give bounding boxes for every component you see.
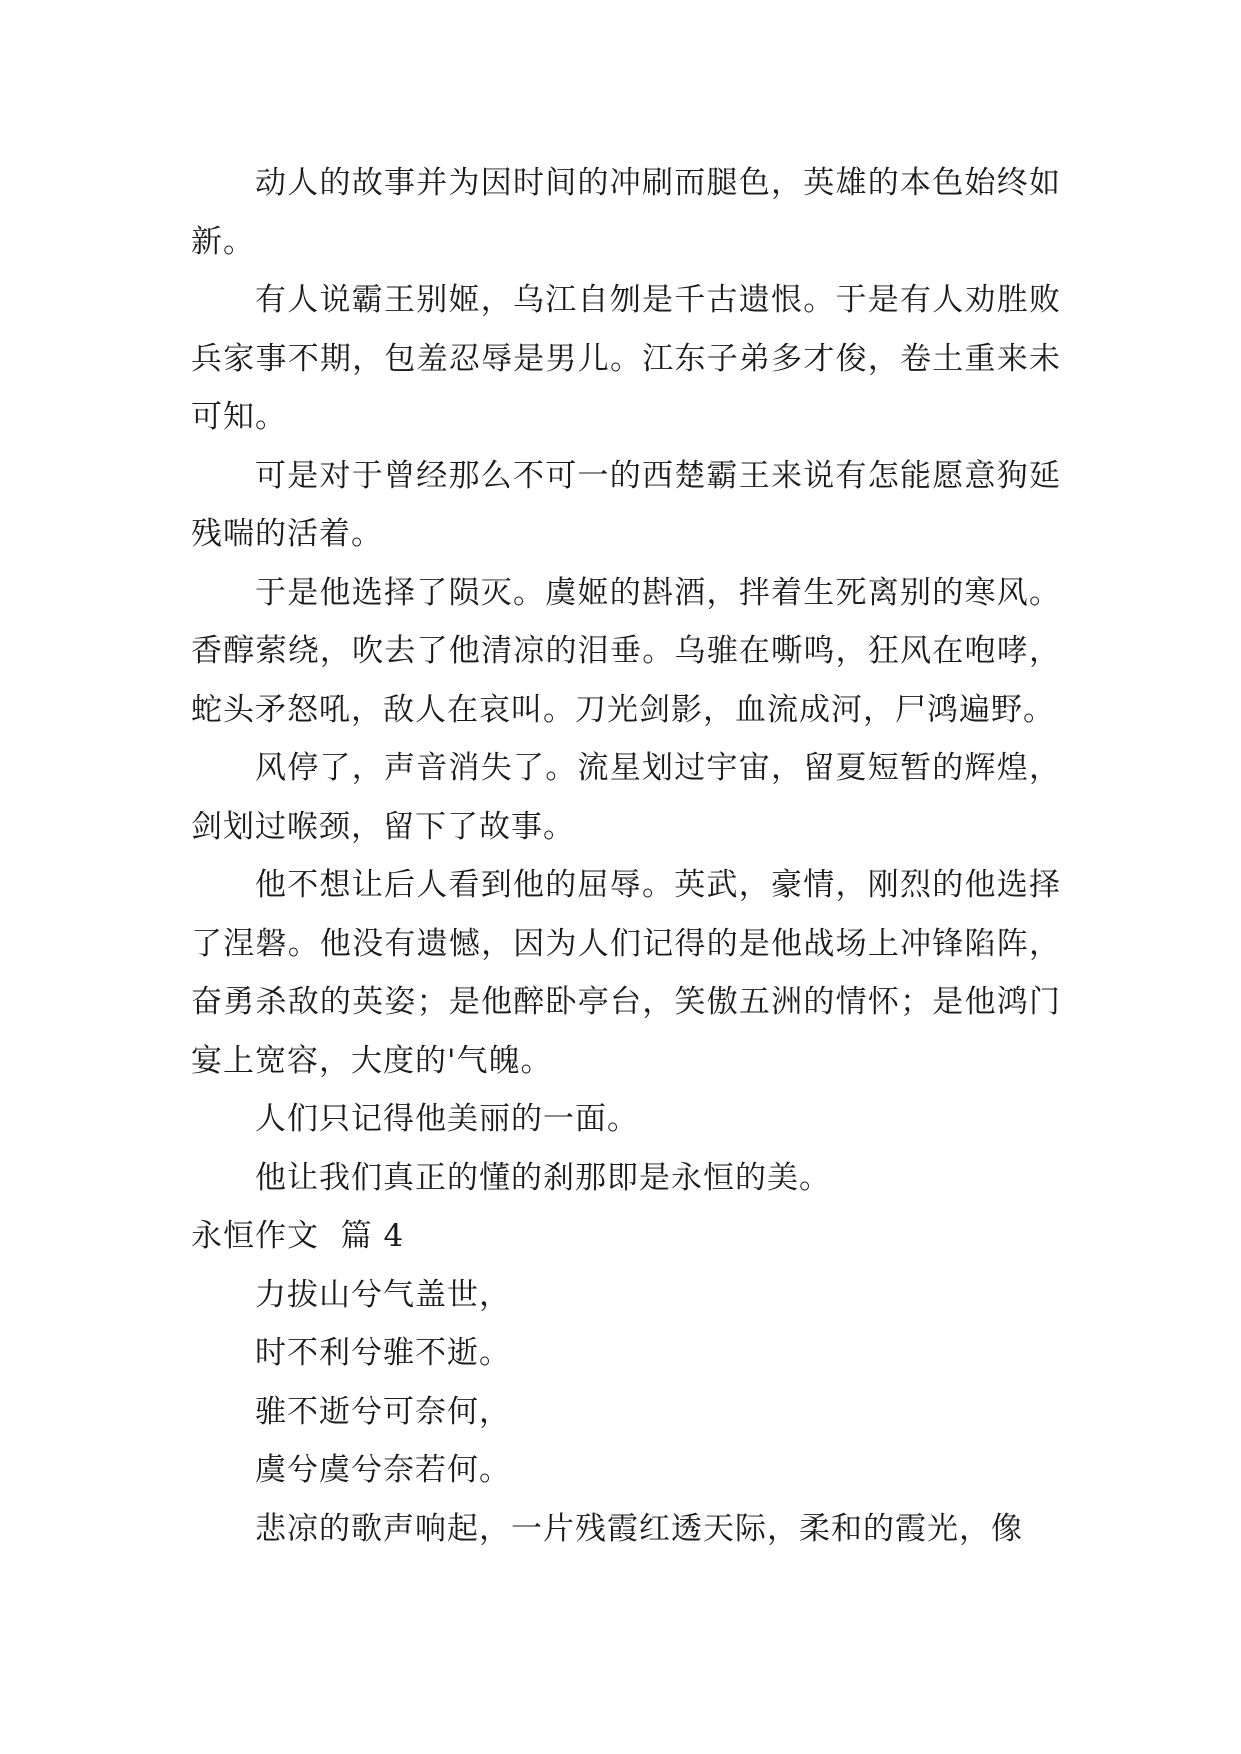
paragraph: 有人说霸王别姬，乌江自刎是千古遗恨。于是有人劝胜败兵家事不期，包羞忍辱是男儿。江东子弟多才俊，卷土重来未可知。	[191, 282, 1061, 435]
paragraph: 他不想让后人看到他的屈辱。英武，豪情，刚烈的他选择了涅磐。他没有遗憾，因为人们记得的是他战场上冲锋陷阵，奋勇杀敌的英姿；是他醉卧亭台，笑傲五洲的情怀；是他鸿门宴上宽容，大度的'气魄。	[191, 867, 1061, 1079]
paragraph: 人们只记得他美丽的一面。	[255, 1101, 639, 1137]
poem-line: 骓不逝兮可奈何，	[255, 1393, 511, 1430]
paragraph: 可是对于曾经那么不可一的西楚霸王来说有怎能愿意狗延残喘的活着。	[191, 457, 1061, 552]
paragraph: 悲凉的歌声响起，一片残霞红透天际，柔和的霞光，像	[255, 1510, 1023, 1547]
paragraph: 他让我们真正的懂的刹那即是永恒的美。	[255, 1159, 831, 1196]
paragraph: 风停了，声音消失了。流星划过宇宙，留夏短暂的辉煌，剑划过喉颈，留下了故事。	[191, 750, 1061, 845]
paragraph: 于是他选择了陨灭。虞姬的斟酒，拌着生死离别的寒风。香醇萦绕，吹去了他清凉的泪垂。乌骓在嘶鸣，狂风在咆哮，蛇头矛怒吼，敌人在哀叫。刀光剑影，血流成河，尸鸿遍野。	[191, 574, 1061, 728]
poem-line: 时不利兮骓不逝。	[255, 1335, 511, 1371]
section-heading: 永恒作文 篇 4	[191, 1218, 405, 1254]
paragraph: 动人的故事并为因时间的冲刷而腿色，英雄的本色始终如新。	[191, 165, 1061, 260]
poem-line: 虞兮虞兮奈若何。	[255, 1452, 511, 1488]
document-body	[191, 154, 1061, 1558]
poem-line: 力拔山兮气盖世，	[255, 1276, 511, 1313]
